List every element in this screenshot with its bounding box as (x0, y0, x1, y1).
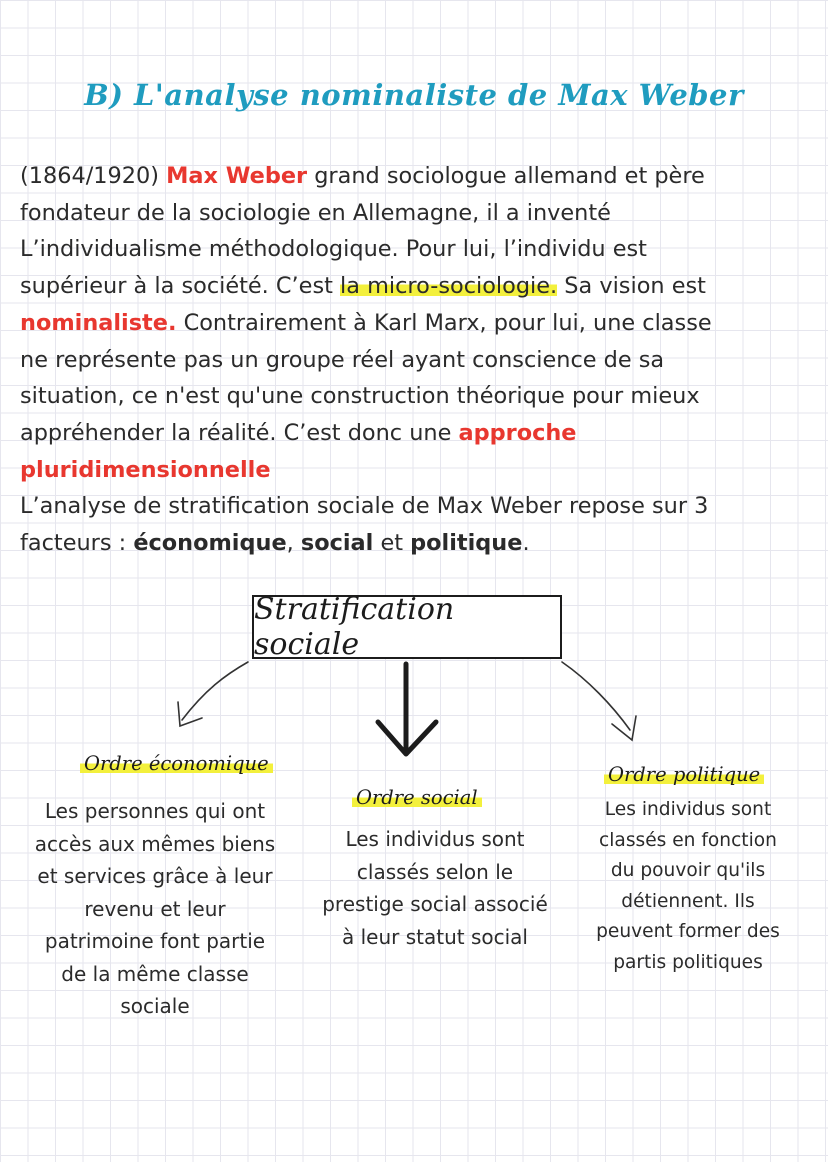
text-span: , (286, 530, 301, 557)
text-span: . (522, 530, 530, 557)
term-approche: approche (458, 419, 577, 446)
paragraph-line (20, 415, 810, 452)
ordre-politique-description (568, 795, 808, 978)
text-span: Sa vision est (557, 273, 706, 300)
paragraph-line: L’individualisme méthodologique. Pour lui, l’individu est (20, 236, 647, 263)
description-line: accès aux mêmes biens (34, 831, 276, 856)
paragraph-line: L’analyse de stratification sociale de Max Weber repose sur 3 (20, 493, 709, 520)
description-line: partis politiques (613, 951, 763, 973)
arrow-middle (378, 664, 436, 754)
ordre-economique-description (10, 795, 300, 1023)
description-line: revenu et leur (84, 896, 226, 921)
heading-ordre-economique: Ordre économique (80, 752, 273, 775)
arrow-left (178, 662, 248, 726)
text-span: appréhender la réalité. C’est donc une (20, 419, 459, 446)
description-line: et services grâce à leur (37, 864, 273, 888)
term-pluridimensionnelle: pluridimensionnelle (20, 456, 271, 483)
stratification-box (252, 592, 562, 662)
description-line: prestige social associé (322, 892, 548, 916)
highlight-micro-sociologie: la micro-sociologie. (340, 273, 558, 300)
text-span: et (373, 530, 411, 557)
description-line: de la même classe (61, 961, 249, 986)
ordre-social-description (290, 823, 580, 953)
heading-ordre-social: Ordre social (352, 786, 482, 809)
term-nominaliste: nominaliste. (20, 309, 177, 336)
factor-social: social (300, 530, 374, 557)
description-line: à leur statut social (342, 924, 528, 949)
factor-politique: politique (410, 530, 523, 557)
arrow-right (562, 662, 636, 740)
description-line: sociale (120, 994, 190, 1018)
text-span: grand sociologue allemand et père (307, 163, 705, 189)
text-span: facteurs : (20, 530, 134, 557)
factor-economique: économique (133, 530, 287, 557)
description-line: détiennent. Ils (621, 890, 755, 912)
name-max-weber: Max Weber (166, 163, 308, 189)
paragraph-line (20, 305, 810, 342)
description-line: peuvent former des (596, 921, 780, 942)
description-line: Les individus sont (345, 827, 525, 851)
paragraph-line (20, 158, 810, 195)
description-line: classés en fonction (599, 829, 777, 851)
description-line: du pouvoir qu'ils (610, 860, 766, 881)
text-span: supérieur à la société. C’est (20, 273, 341, 300)
paragraph-line: situation, ce n'est qu'une construction théorique pour mieux (20, 383, 700, 410)
stratification-label: Stratification sociale (254, 592, 455, 662)
heading-ordre-politique: Ordre politique (604, 763, 764, 786)
description-line: Les individus sont (604, 799, 772, 820)
description-line: classés selon le (356, 859, 514, 884)
description-line: Les personnes qui ont (44, 799, 266, 823)
paragraph-line (20, 525, 810, 562)
paragraph-line (20, 268, 810, 305)
text-span: Contrairement à Karl Marx, pour lui, une classe (176, 309, 712, 336)
section-title: B) L'analyse nominaliste de Max Weber (84, 78, 744, 112)
paragraph-line: fondateur de la sociologie en Allemagne, il a inventé (20, 199, 611, 226)
intro-paragraph (20, 158, 810, 562)
paragraph-line: ne représente pas un groupe réel ayant conscience de sa (20, 346, 665, 373)
description-line: patrimoine font partie (44, 929, 266, 953)
text-span: (1864/1920) (20, 163, 167, 189)
